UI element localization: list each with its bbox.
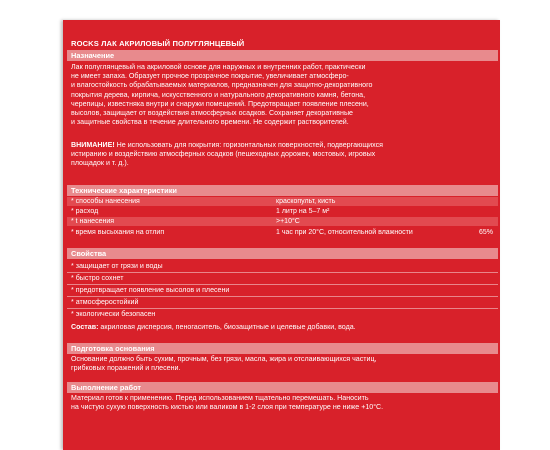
preparation-line: Основание должно быть сухим, прочным, без грязи, масла, жира и отслаивающихся частиц, [71,355,377,363]
application-line: на чистую сухую поверхность кистью или валиком в 1-2 слоя при температуре не ниже +10°С. [71,403,384,412]
application-line: Материал готов к применению. Перед использованием тщательно перемешать. Наносить [71,394,369,402]
application-heading: Выполнение работ [67,382,498,393]
spec-row [67,228,498,237]
spec-label: * время высыхания на отлип [71,229,165,236]
specs-heading: Технические характеристики [67,185,498,196]
spec-extra: 65% [479,229,494,236]
purpose-line: Лак полуглянцевый на акриловой основе для наружных и внутренних работ, практически [71,63,366,71]
property-item: * атмосферостойкий [71,298,139,306]
purpose-line: не имеет запаха. Образует прочное прозрачное покрытие, увеличивает атмосферо- [71,72,349,81]
product-label [63,20,500,450]
preparation-heading: Подготовка основания [67,343,498,354]
purpose-text [71,63,491,127]
spec-label: * расход [71,208,99,215]
product-title: ROCKS ЛАК АКРИЛОВЫЙ ПОЛУГЛЯНЦЕВЫЙ [71,39,245,48]
spec-value: >+10°С [276,218,300,225]
purpose-line: черепицы, известняка внутри и снаружи помещений. Предотвращает появление плесени, [71,99,369,108]
row-divider [67,308,498,309]
preparation-line: грибковых поражений и плесени. [71,364,181,373]
spec-label: * способы нанесения [71,198,140,205]
warning-label: ВНИМАНИЕ! [71,141,115,149]
spec-label: * t нанесения [71,218,115,225]
property-item: * экологически безопасен [71,310,156,318]
warning-line: истиранию и воздействию атмосферных осадков (пешеходных дорожек, мостовых, игровых [71,150,376,159]
application-text [71,394,491,412]
composition-value: акриловая дисперсия, пеногаситель, биозащитные и целевые добавки, вода. [98,323,356,331]
spec-value: краскопульт, кисть [276,198,336,205]
purpose-line: покрытия дерева, кирпича, искусственного и натурального декоративного камня, бетона, [71,90,366,99]
spec-value: 1 литр на 5–7 м² [276,208,330,215]
purpose-line: и влагостойкость обрабатываемых материалов, предназначен для защитно-декоративного [71,81,373,90]
row-divider [67,284,498,285]
warning-line: Не использовать для покрытия: горизонтальных поверхностей, подвергающихся [114,141,383,149]
spec-value: 1 час при 20°С, относительной влажности [276,229,413,236]
property-item: * защищает от грязи и воды [71,262,163,270]
warning-line: площадок и т. д.). [71,159,129,168]
spec-row [67,197,498,206]
preparation-text [71,355,491,373]
property-item: * быстро сохнет [71,274,124,282]
composition-text [71,323,491,332]
properties-heading: Свойства [67,248,498,259]
purpose-line: высолов, защищает от воздействия атмосферных осадков. Сохраняет декоративные [71,109,353,118]
purpose-heading: Назначение [67,50,498,61]
spec-row [67,207,498,216]
spec-row [67,217,498,226]
row-divider [67,296,498,297]
warning-text [71,141,491,169]
composition-label: Состав: [71,323,99,331]
property-item: * предотвращает появление высолов и плесени [71,286,230,294]
row-divider [67,272,498,273]
purpose-line: и защитные свойства в течение длительного времени. Не содержит растворителей. [71,118,349,127]
